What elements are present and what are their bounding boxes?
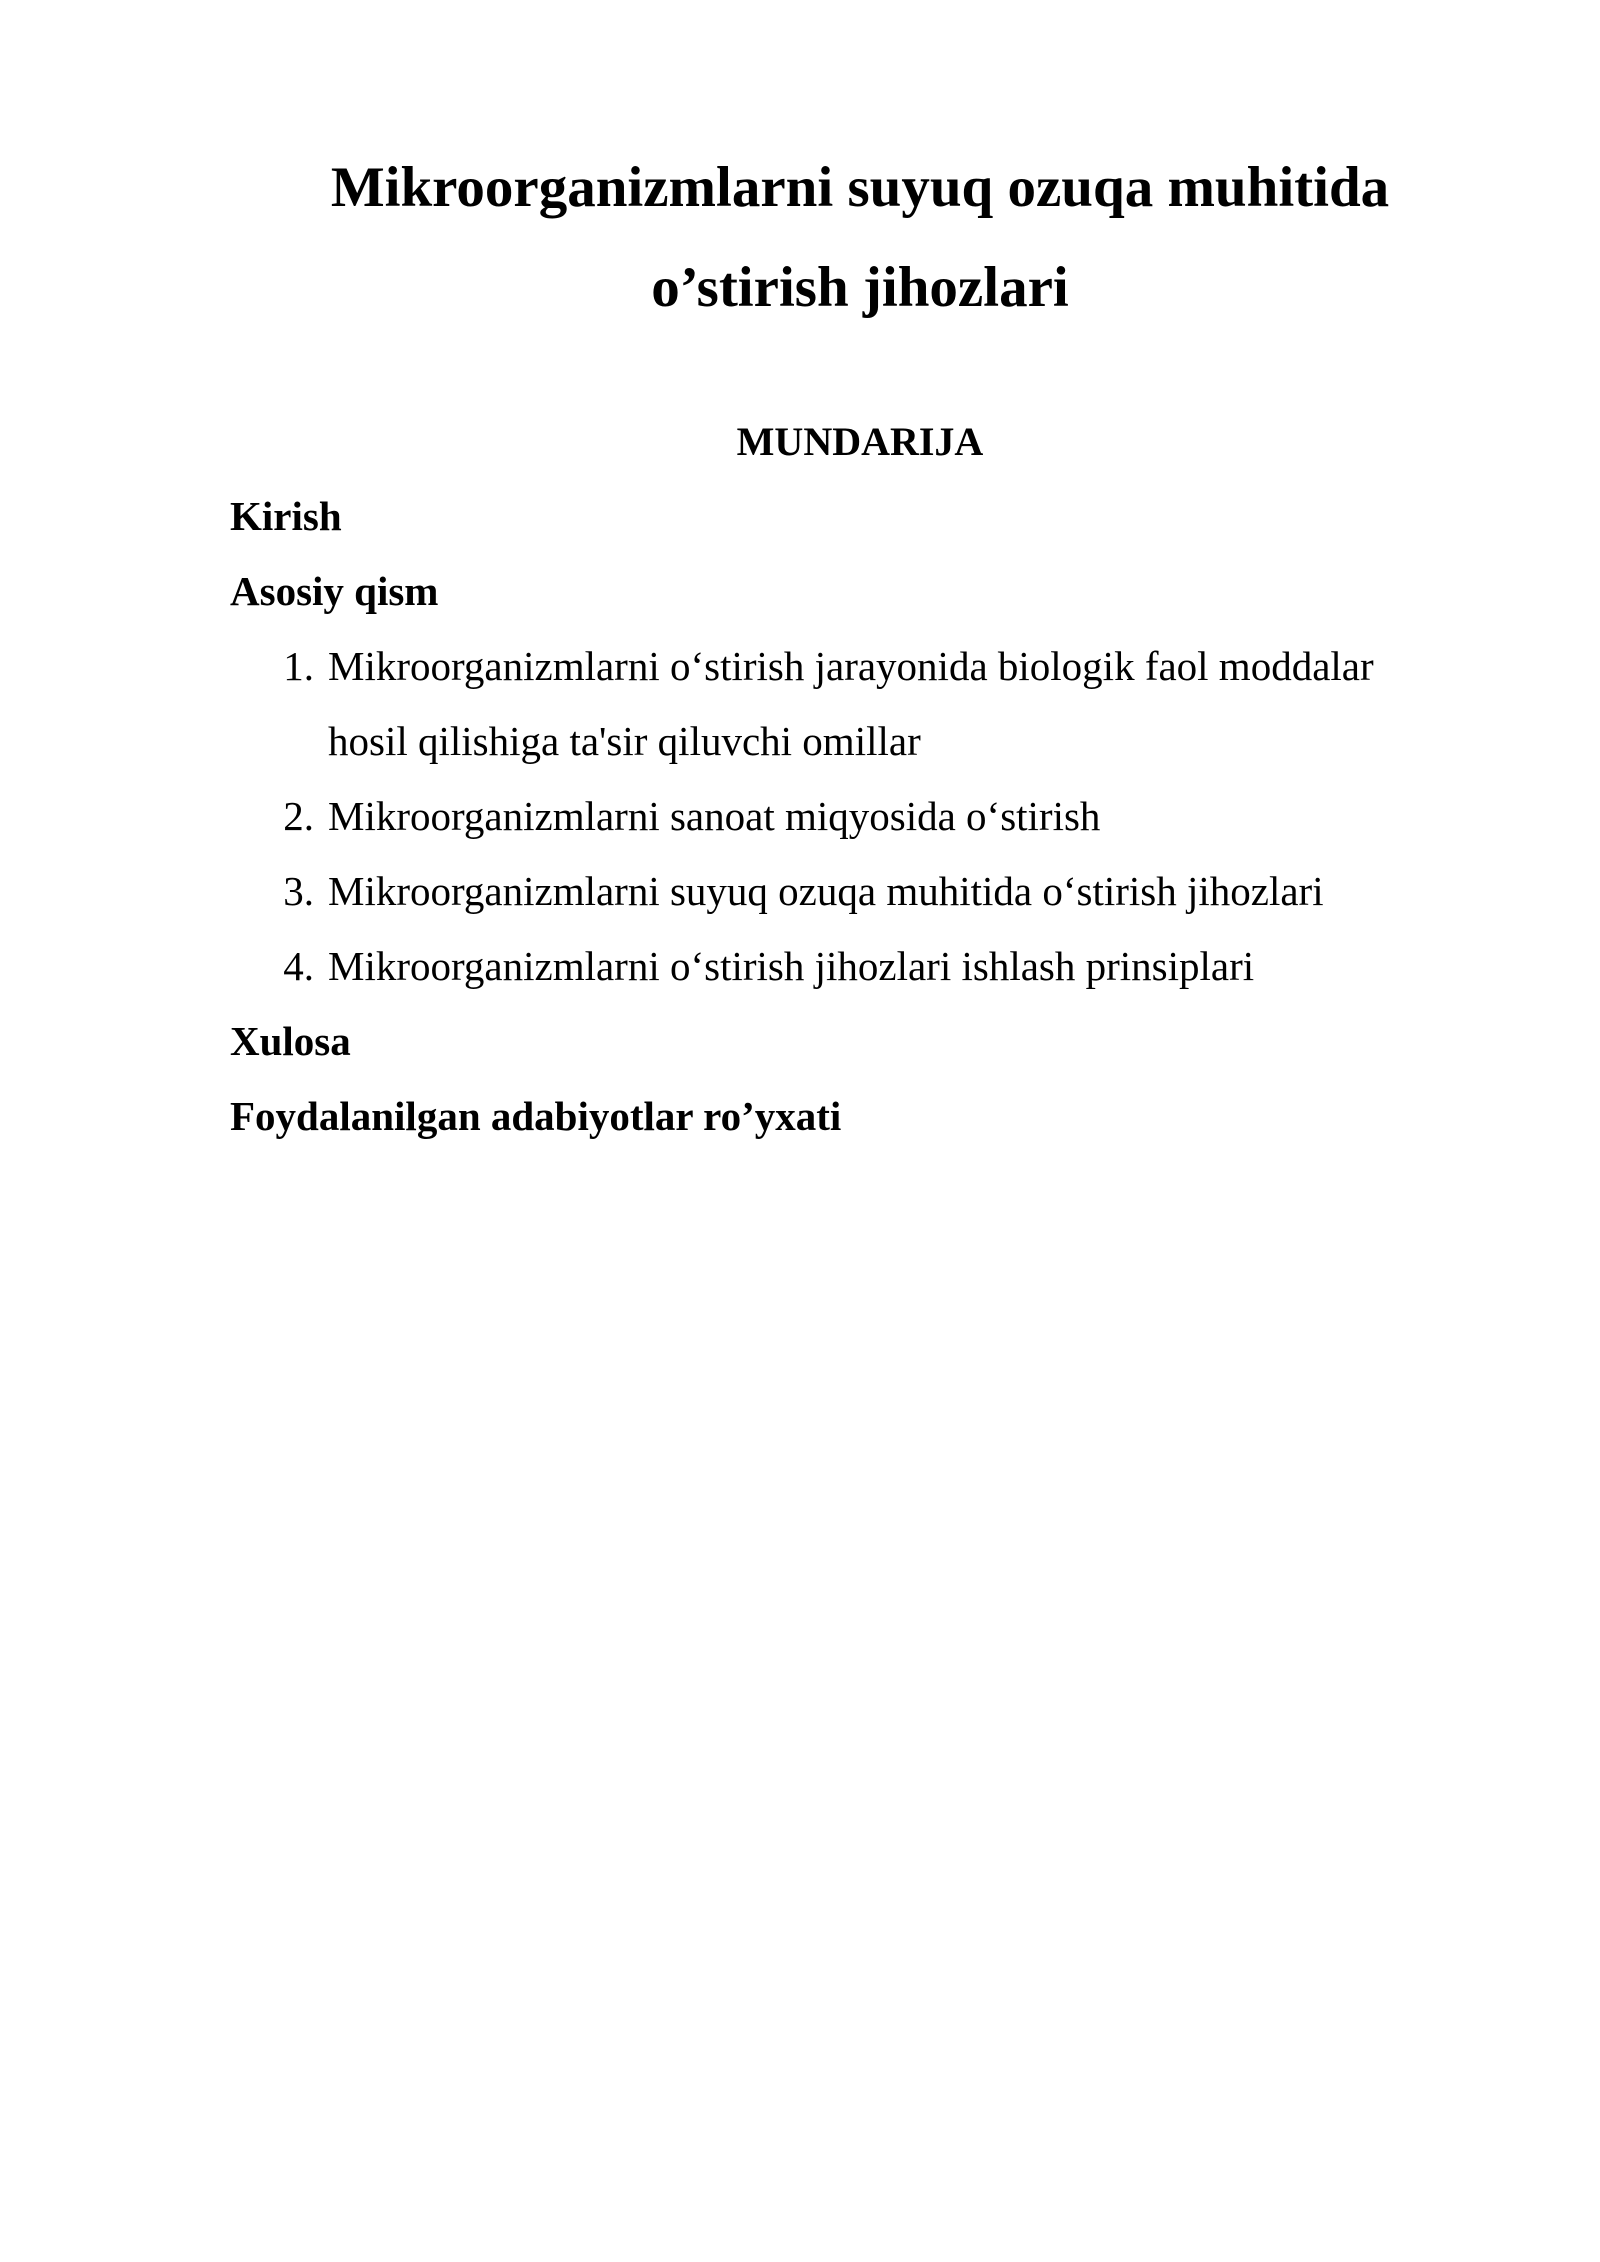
toc-item-text: Mikroorganizmlarni o‘stirish jarayonida biologik faol moddalar (328, 643, 1374, 689)
toc-item-text: Mikroorganizmlarni suyuq ozuqa muhitida o‘stirish jihozlari (328, 868, 1324, 914)
toc-item-text: Mikroorganizmlarni sanoat miqyosida o‘stirish (328, 793, 1101, 839)
toc-item-number: 3. (283, 868, 314, 914)
document-title-line-1: Mikroorganizmlarni suyuq ozuqa muhitida (330, 156, 1390, 219)
toc-heading: MUNDARIJA (736, 419, 984, 464)
toc-item-text-continuation: hosil qilishiga ta'sir qiluvchi omillar (328, 718, 921, 764)
toc-entry-main-part: Asosiy qism (230, 568, 439, 614)
toc-entry-conclusion: Xulosa (230, 1018, 351, 1064)
toc-item-number: 4. (283, 943, 314, 989)
toc-entry-references: Foydalanilgan adabiyotlar ro’yxati (230, 1093, 842, 1139)
toc-entry-intro: Kirish (230, 493, 342, 539)
toc-item-number: 2. (283, 793, 314, 839)
toc-item-text: Mikroorganizmlarni o‘stirish jihozlari ishlash prinsiplari (328, 943, 1255, 989)
document-title-line-2: o’stirish jihozlari (651, 256, 1069, 319)
toc-item-number: 1. (283, 643, 314, 689)
